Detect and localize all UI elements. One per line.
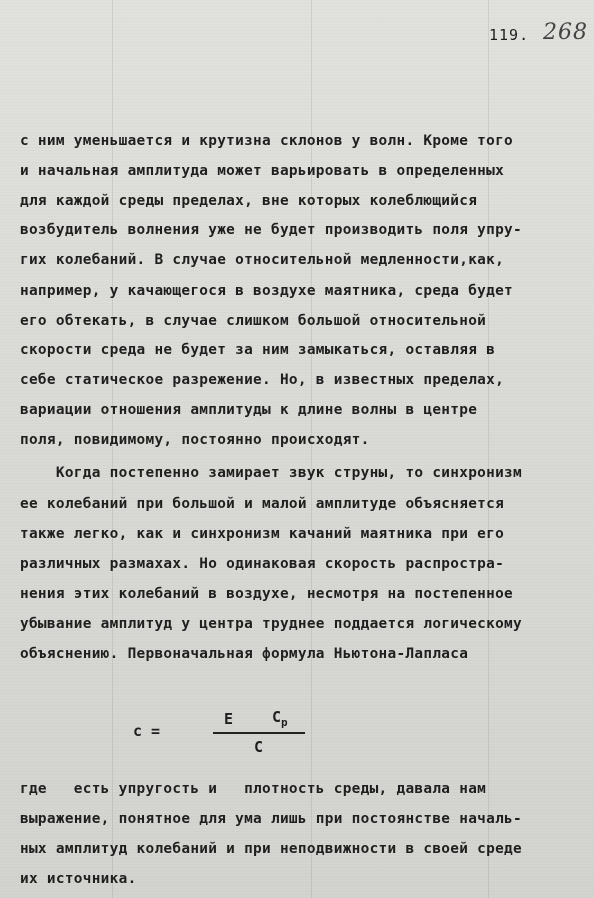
text-line: их источника. bbox=[20, 871, 137, 887]
text-line: убывание амплитуд у центра труднее поддается логическому bbox=[20, 616, 522, 632]
text-line: себе статическое разрежение. Но, в известных пределах, bbox=[20, 372, 505, 388]
text-line: где есть упругость и плотность среды, давала нам bbox=[20, 781, 487, 797]
text-line: объяснению. Первоначальная формула Ньютона-Лапласа bbox=[20, 646, 469, 662]
text-line: его обтекать, в случае слишком большой относительной bbox=[20, 313, 487, 329]
archive-number: 268 bbox=[543, 20, 588, 45]
text-line: также легко, как и синхронизм качаний маятника при его bbox=[20, 526, 505, 542]
text-line: ных амплитуд колебаний и при неподвижности в своей среде bbox=[20, 841, 522, 857]
text-line: с ним уменьшается и крутизна склонов у волн. Кроме того bbox=[20, 133, 514, 149]
formula-subscript: p bbox=[281, 716, 288, 729]
formula-numerator-c: $C_p$ bbox=[272, 708, 288, 729]
text-line: возбудитель волнения уже не будет производить поля упру- bbox=[20, 222, 522, 238]
text-line: Когда постепенно замирает звук струны, то синхронизм bbox=[20, 465, 522, 481]
text-line: нения этих колебаний в воздухе, несмотря на постепенное bbox=[20, 586, 514, 602]
text-line: поля, повидимому, постоянно происходят. bbox=[20, 432, 370, 448]
page-number: 119. bbox=[489, 26, 530, 44]
text-line: скорости среда не будет за ним замыкаться, оставляя в bbox=[20, 342, 496, 358]
formula-numerator-e: E bbox=[224, 710, 234, 728]
text-line: и начальная амплитуда может варьировать в определенных bbox=[20, 163, 505, 179]
text-line: выражение, понятное для ума лишь при постоянстве началь- bbox=[20, 811, 522, 827]
text-line: ее колебаний при большой и малой амплитуде объясняется bbox=[20, 496, 505, 512]
formula-lhs: c = bbox=[133, 722, 161, 740]
text-line: вариации отношения амплитуды к длине волны в центре bbox=[20, 402, 478, 418]
formula-denominator: C bbox=[254, 738, 264, 756]
text-line: гих колебаний. В случае относительной медленности,как, bbox=[20, 252, 505, 268]
formula-fraction-bar bbox=[213, 732, 305, 734]
text-line: для каждой среды пределах, вне которых колеблющийся bbox=[20, 193, 478, 209]
text-line: например, у качающегося в воздухе маятника, среда будет bbox=[20, 283, 514, 299]
text-line: различных размахах. Но одинаковая скорость распростра- bbox=[20, 556, 505, 572]
